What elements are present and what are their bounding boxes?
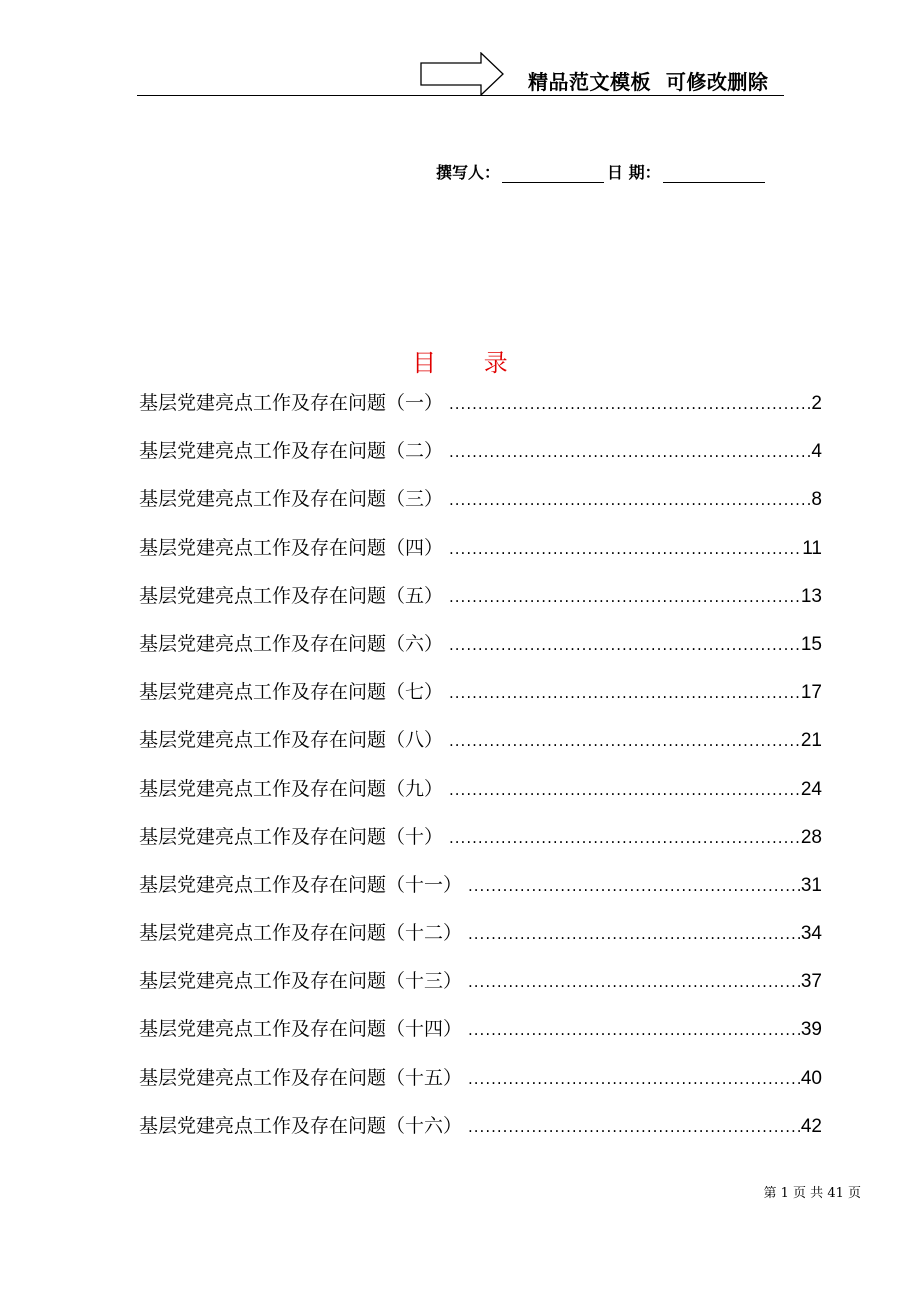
toc-entry-page-number: 40 <box>800 1067 822 1089</box>
toc-list <box>139 390 822 1161</box>
toc-entry[interactable] <box>139 583 822 631</box>
toc-dot-leader <box>468 873 800 899</box>
toc-dot-leader <box>449 584 800 610</box>
toc-entry-page-number: 24 <box>800 778 822 800</box>
right-arrow-icon <box>420 52 504 96</box>
toc-dot-leader <box>449 487 810 513</box>
toc-dot-leader <box>468 1114 800 1140</box>
toc-dot-leader <box>449 680 800 706</box>
toc-dot-leader <box>468 1017 800 1043</box>
toc-entry-title: 基层党建亮点工作及存在问题（二） <box>139 440 444 463</box>
toc-entry-page-number: 37 <box>800 971 822 993</box>
toc-entry[interactable] <box>139 1016 822 1064</box>
toc-entry-title: 基层党建亮点工作及存在问题（一） <box>139 392 444 414</box>
toc-entry-title: 基层党建亮点工作及存在问题（四） <box>139 536 444 559</box>
toc-dot-leader <box>449 825 800 851</box>
toc-entry-title: 基层党建亮点工作及存在问题（十一） <box>139 873 463 896</box>
toc-entry-page-number: 21 <box>800 730 822 752</box>
toc-entry-page-number: 34 <box>800 923 822 945</box>
toc-entry-page-number: 42 <box>800 1115 822 1137</box>
toc-entry[interactable] <box>139 920 822 968</box>
toc-entry-title: 基层党建亮点工作及存在问题（八） <box>139 729 444 752</box>
toc-entry-page-number: 31 <box>800 874 822 896</box>
toc-entry-title: 基层党建亮点工作及存在问题（九） <box>139 777 444 800</box>
toc-entry-page-number: 13 <box>800 585 822 607</box>
toc-title: 目 录 <box>412 349 528 377</box>
toc-dot-leader <box>468 1066 800 1092</box>
toc-entry-title: 基层党建亮点工作及存在问题（十六） <box>139 1114 463 1137</box>
author-blank-line <box>502 162 604 183</box>
toc-entry-title: 基层党建亮点工作及存在问题（六） <box>139 632 444 655</box>
toc-dot-leader <box>449 391 810 417</box>
toc-dot-leader <box>449 777 800 803</box>
toc-dot-leader <box>468 969 800 995</box>
toc-entry[interactable] <box>139 824 822 872</box>
toc-entry-title: 基层党建亮点工作及存在问题（十五） <box>139 1066 463 1089</box>
toc-entry-page-number: 2 <box>811 393 822 414</box>
toc-entry[interactable] <box>139 1065 822 1113</box>
toc-entry-title: 基层党建亮点工作及存在问题（十二） <box>139 922 463 945</box>
toc-entry-title: 基层党建亮点工作及存在问题（十三） <box>139 970 463 993</box>
toc-dot-leader <box>449 439 810 465</box>
toc-entry[interactable] <box>139 872 822 920</box>
toc-entry-page-number: 4 <box>811 441 822 463</box>
date-label: 日 期： <box>607 163 661 182</box>
toc-entry[interactable] <box>139 631 822 679</box>
toc-entry-title: 基层党建亮点工作及存在问题（十） <box>139 825 444 848</box>
toc-entry-page-number: 8 <box>811 489 822 511</box>
author-label: 撰写人： <box>436 163 501 182</box>
toc-entry-page-number: 11 <box>802 537 822 559</box>
toc-entry-page-number: 17 <box>800 682 822 704</box>
toc-dot-leader <box>468 921 800 947</box>
toc-entry-title: 基层党建亮点工作及存在问题（七） <box>139 681 444 704</box>
toc-entry[interactable] <box>139 727 822 775</box>
toc-entry-page-number: 39 <box>800 1019 822 1041</box>
toc-entry[interactable] <box>139 486 822 534</box>
toc-entry-page-number: 28 <box>800 826 822 848</box>
toc-dot-leader <box>449 632 800 658</box>
toc-entry-title: 基层党建亮点工作及存在问题（十四） <box>139 1018 463 1041</box>
toc-entry[interactable] <box>139 776 822 824</box>
toc-entry[interactable] <box>139 438 822 486</box>
toc-entry[interactable] <box>139 535 822 583</box>
header-label: 精品范文模板 可修改删除 <box>528 70 769 94</box>
toc-dot-leader <box>449 728 800 754</box>
toc-entry-page-number: 15 <box>800 633 822 655</box>
toc-entry-title: 基层党建亮点工作及存在问题（三） <box>139 488 444 511</box>
toc-entry-title: 基层党建亮点工作及存在问题（五） <box>139 584 444 607</box>
author-date-row <box>436 160 768 183</box>
date-blank-line <box>663 162 765 183</box>
page-footer: 第 1 页 共 41 页 <box>763 1186 861 1201</box>
toc-entry[interactable] <box>139 968 822 1016</box>
toc-entry[interactable] <box>139 679 822 727</box>
header-divider <box>137 95 784 96</box>
toc-entry[interactable] <box>139 390 822 438</box>
toc-entry[interactable] <box>139 1113 822 1161</box>
toc-dot-leader <box>449 536 801 562</box>
